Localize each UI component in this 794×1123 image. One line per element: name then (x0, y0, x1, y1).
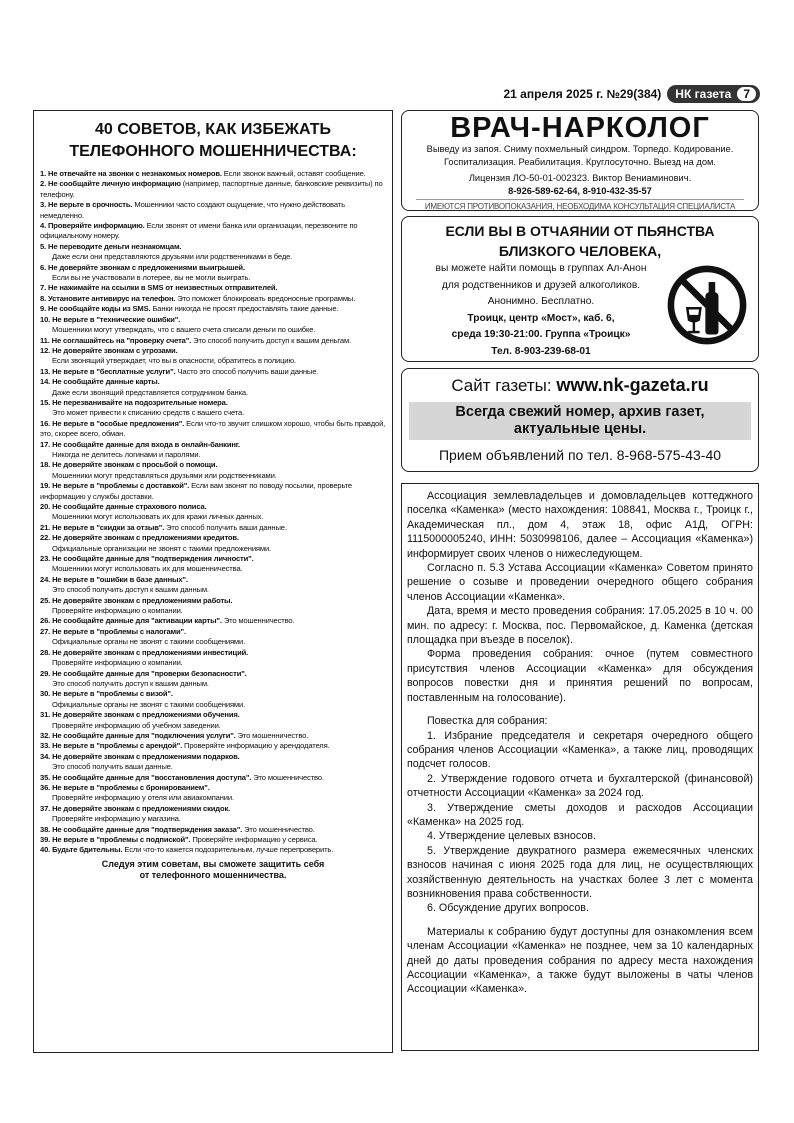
alanon-title-line1: ЕСЛИ ВЫ В ОТЧАЯНИИ ОТ ПЬЯНСТВА (445, 223, 715, 239)
tip-description: Это может привести к списанию средств с вашего счета. (52, 408, 245, 418)
tip-item (40, 741, 386, 751)
ad-phones: 8-926-589-62-64, 8-910-432-35-57 (508, 186, 652, 196)
tip-title: 26. Не сообщайте данные для "активации карты". (40, 616, 222, 626)
alanon-line3: Анонимно. Бесплатно. (487, 296, 595, 307)
ad-warning: ИМЕЮТСЯ ПРОТИВОПОКАЗАНИЯ, НЕОБХОДИМА КОНСУЛЬТАЦИЯ СПЕЦИАЛИСТА (416, 199, 744, 213)
tip-description: Это способ получить доступ к вашим данным. (52, 585, 209, 595)
tip-title: 1. Не отвечайте на звонки с незнакомых номеров. (40, 169, 222, 178)
newspaper-name: НК газета (675, 87, 732, 101)
tip-item (40, 554, 386, 575)
tip-title: 30. Не верьте в "проблемы с визой". (40, 689, 173, 699)
tip-title: 11. Не соглашайтесь на "проверку счета". (40, 335, 192, 345)
tip-description: Если что-то кажется подозрительным, лучше перепроверить. (124, 845, 334, 855)
tip-description: Официальные органы не звонят с такими сообщениями. (52, 637, 246, 647)
notice-closing: Материалы к собранию будут доступны для ознакомления всем членам Ассоциации «Каменка» не позднее, чем за 10 календарных дней до даты проведения собрания по адресу места нахождения Ассоциации «Каменка», а также будут выложены в чаты членов Ассоциации «Каменка». (407, 925, 753, 996)
tip-item (40, 669, 386, 690)
tip-item (40, 315, 386, 336)
tip-title: 14. Не сообщайте данные карты. (40, 377, 160, 387)
site-banner-line2: актуальные цены. (513, 421, 647, 437)
tip-item (40, 200, 386, 221)
tip-title: 7. Не нажимайте на ссылки в SMS от неизвестных отправителей. (40, 283, 278, 293)
ad-license: Лицензия ЛО-50-01-002323. Виктор Вениаминович. (468, 173, 692, 183)
tip-description: Проверяйте информацию о компании. (52, 606, 183, 616)
tip-description: Если вы не участвовали в лотерее, вы не могли выиграть. (52, 273, 251, 283)
article-title-line1: 40 СОВЕТОВ, КАК ИЗБЕЖАТЬ (94, 121, 332, 138)
tip-title: 18. Не доверяйте звонкам с просьбой о помощи. (40, 460, 218, 470)
tip-description: Если вам звонят по поводу посылки, проверьте информацию у службы доставки. (40, 481, 353, 501)
tip-title: 15. Не перезванивайте на подозрительные номера. (40, 397, 228, 407)
tip-title: 22. Не доверяйте звонкам с предложениями кредитов. (40, 533, 239, 543)
tip-title: 38. Не сообщайте данные для "подтверждения заказа". (40, 824, 243, 834)
tip-description: Проверяйте информацию у магазина. (52, 814, 181, 824)
tip-description: Банки никогда не просят предоставлять такие данные. (152, 304, 339, 314)
tip-title: 34. Не доверяйте звонкам с предложениями подарков. (40, 751, 240, 761)
tip-description: Проверяйте информацию об учебном заведении. (52, 720, 221, 730)
no-alcohol-icon (666, 264, 748, 346)
tip-item (40, 367, 386, 377)
tip-title: 2. Не сообщайте личную информацию (40, 179, 181, 189)
tip-title: 25. Не доверяйте звонкам с предложениями работы. (40, 595, 233, 605)
tip-item (40, 533, 386, 554)
tip-item (40, 835, 386, 845)
tip-description: Если что-то звучит слишком хорошо, чтобы быть правдой, это, скорее всего, обман. (40, 418, 386, 439)
tip-item (40, 648, 386, 669)
tip-description: Часто это способ получить ваши данные. (177, 366, 319, 376)
tip-description: Официальные органы не звонят с такими сообщениями. (52, 699, 246, 709)
site-url-link[interactable]: www.nk-gazeta.ru (556, 375, 709, 395)
alanon-body (410, 261, 672, 360)
tip-title: 5. Не переводите деньги незнакомцам. (40, 241, 182, 251)
tip-description: Мошенники могут утверждать, что с вашего счета списали деньги по ошибке. (52, 325, 316, 335)
agenda-item-4: 4. Утверждение целевых взносов. (427, 830, 596, 843)
tip-description: Даже если звонящий представляется сотрудником банка. (52, 387, 248, 397)
alanon-title-line2: БЛИЗКОГО ЧЕЛОВЕКА, (498, 243, 662, 259)
tip-item (40, 627, 386, 648)
tip-description: Это способ получить доступ к вашим данным. (52, 678, 209, 688)
article-footer-line1: Следуя этим советам, вы сможете защитить себя (101, 858, 325, 869)
tip-description: Это мошенничество. (244, 824, 315, 834)
tip-description: Никогда не делитесь логинами и паролями. (52, 449, 201, 459)
alanon-line1: вы можете найти помощь в группах Ал-Анон (435, 263, 647, 274)
tip-item (40, 481, 386, 502)
tip-item (40, 804, 386, 825)
ad-title: ВРАЧ-НАРКОЛОГ (450, 112, 710, 144)
notice-paragraph-4: Форма проведения собрания: очное (путем совместного присутствия членов Ассоциации «Каменка» для обсуждения вопросов повестки дня и принятия решений по вопросам, поставленным на голосование). (407, 648, 753, 704)
tip-title: 6. Не доверяйте звонкам с предложениями выигрышей. (40, 262, 245, 272)
tip-item (40, 440, 386, 461)
tip-item (40, 179, 386, 200)
article-footer (40, 859, 386, 881)
tip-title: 35. Не сообщайте данные для "восстановления доступа". (40, 772, 252, 782)
tip-item (40, 825, 386, 835)
tip-title: 28. Не доверяйте звонкам с предложениями инвестиций. (40, 647, 249, 657)
tip-title: 19. Не верьте в "проблемы с доставкой". (40, 481, 190, 491)
tip-title: 37. Не доверяйте звонкам с предложениями скидок. (40, 803, 231, 813)
tip-description: Это поможет блокировать вредоносные программы. (177, 293, 356, 303)
tip-title: 39. Не верьте в "проблемы с подпиской". (40, 835, 191, 844)
tip-title: 33. Не верьте в "проблемы с арендой". (40, 741, 183, 751)
tip-description: Проверяйте информацию у сервиса. (192, 835, 318, 844)
tip-title: 40. Будьте бдительны. (40, 845, 123, 855)
tip-item (40, 596, 386, 617)
article-footer-line2: от телефонного мошенничества. (139, 869, 287, 880)
tip-description: Это мошенничество. (237, 730, 309, 740)
page-header (488, 84, 760, 104)
alanon-phone: Тел. 8-903-239-68-01 (491, 345, 591, 357)
tip-description: Мошенники могут использовать их для мошенничества. (52, 564, 243, 574)
tip-item (40, 263, 386, 284)
tip-item (40, 398, 386, 419)
tip-description: Проверяйте информацию у отеля или авиакомпании. (52, 793, 234, 803)
agenda-item-3: 3. Утверждение сметы доходов и расходов Ассоциации «Каменка» на 2025 год. (407, 801, 753, 828)
tip-description: Мошенники часто создают ощущение, что нужно действовать немедленно. (40, 200, 345, 220)
tip-title: 13. Не верьте в "бесплатные услуги". (40, 366, 176, 376)
site-line (402, 374, 758, 397)
notice-paragraph-3: Дата, время и место проведения собрания: 17.05.2025 в 10 ч. 00 мин. по адресу: г. Москва, пос. Первомайское, д. Каменка (детская площадка при въезде в поселок). (407, 605, 753, 647)
tip-title: 4. Проверяйте информацию. (40, 221, 145, 231)
narcologist-ad (401, 110, 759, 211)
tip-title: 29. Не сообщайте данные для "проверки безопасности". (40, 668, 247, 678)
alanon-ad (401, 216, 759, 362)
article-title (40, 119, 386, 163)
ad-services-line1: Выведу из запоя. Сниму похмельный синдром. Торпедо. Кодирование. (426, 144, 734, 154)
notice-paragraph-2: Согласно п. 5.3 Устава Ассоциации «Каменка» Советом принято решение о созыве и проведении очередного общего собрания членов Ассоциации «Каменка». (407, 562, 753, 603)
tip-title: 16. Не верьте в "особые предложения". (40, 418, 185, 428)
page-number: 7 (737, 87, 756, 101)
tip-item (40, 523, 386, 533)
tip-description: Это мошенничество. (253, 772, 324, 782)
tip-item (40, 336, 386, 346)
site-label: Сайт газеты: (451, 376, 552, 395)
tip-description: Это способ получить ваши данные. (166, 522, 287, 532)
agenda-item-5: 5. Утверждение двукратного размера ежемесячных членских взносов начиная с июня 2025 года для лиц, не осуществляющих хозяйственную деятельность на участках более 3 лет с момента возникновения права собственности. (407, 844, 753, 900)
tip-item (40, 502, 386, 523)
fraud-tips-article (33, 110, 393, 1053)
tip-item (40, 731, 386, 741)
tip-item (40, 346, 386, 367)
tip-item (40, 616, 386, 626)
tip-description: Это способ получить ваши данные. (52, 762, 173, 772)
tip-description: Даже если они представляются друзьями или родственниками в беде. (52, 252, 293, 262)
tip-description: Если звонящий утверждает, что вы в опасности, обратитесь в полицию. (52, 356, 296, 366)
tip-item (40, 710, 386, 731)
tip-item (40, 783, 386, 804)
tip-item (40, 377, 386, 398)
tip-title: 31. Не доверяйте звонкам с предложениями обучения. (40, 710, 240, 720)
alanon-title (410, 221, 750, 261)
issue-date: 21 апреля 2025 г. №29(384) (503, 87, 662, 101)
tip-title: 8. Установите антивирус на телефон. (40, 293, 176, 303)
website-ad (401, 368, 759, 472)
agenda-title: Повестка для собрания: (427, 715, 548, 728)
tip-title: 9. Не сообщайте коды из SMS. (40, 304, 151, 314)
tip-title: 17. Не сообщайте данные для входа в онлайн-банкинг. (40, 439, 240, 449)
tip-title: 27. Не верьте в "проблемы с налогами". (40, 626, 186, 636)
ad-services-line2: Госпитализация. Реабилитация. Круглосуточно. Выезд на дом. (444, 157, 716, 167)
tip-title: 23. Не сообщайте данные для "подтверждения личности". (40, 554, 254, 564)
alanon-address: Троицк, центр «Мост», каб. 6, (467, 312, 615, 324)
tip-item (40, 294, 386, 304)
site-banner-line1: Всегда свежий номер, архив газет, (455, 404, 705, 420)
tip-title: 21. Не верьте в "скидки за отзыв". (40, 522, 165, 532)
tip-title: 12. Не доверяйте звонкам с угрозами. (40, 345, 178, 355)
tip-description: Проверяйте информацию у арендодателя. (184, 741, 330, 751)
agenda-item-6: 6. Обсуждение других вопросов. (427, 902, 589, 915)
tip-item (40, 221, 386, 242)
tip-item (40, 575, 386, 596)
tip-description: Мошенники могут представляться друзьями или родственниками. (52, 470, 277, 480)
tip-description: Если звонок важный, оставят сообщение. (223, 169, 366, 178)
alanon-line2: для родственников и друзей алкоголиков. (441, 279, 641, 291)
tip-item (40, 773, 386, 783)
agenda-item-1: 1. Избрание председателя и секретаря очередного общего собрания членов Ассоциации «Каменка», а также лиц, проводящих подсчет голосов. (407, 729, 753, 771)
newspaper-badge (667, 85, 760, 103)
tip-title: 24. Не верьте в "ошибки в базе данных". (40, 574, 188, 584)
tip-description: Официальные организации не звонят с такими предложениями. (52, 543, 272, 553)
ads-phone-line: Прием объявлений по тел. 8-968-575-43-40 (438, 447, 722, 463)
article-title-line2: ТЕЛЕФОННОГО МОШЕННИЧЕСТВА: (69, 143, 357, 160)
tip-description: Если звонят от имени банка или организации, перезвоните по официальному номеру. (40, 221, 358, 241)
association-notice (401, 483, 759, 1051)
tip-title: 36. Не верьте в "проблемы с бронированием". (40, 782, 210, 792)
tip-item (40, 169, 386, 179)
alanon-schedule: среда 19:30-21:00. Группа «Троицк» (451, 329, 631, 340)
tip-description: Мошенники могут использовать их для кражи личных данных. (52, 512, 264, 522)
tip-item (40, 419, 386, 440)
tip-description: (например, паспортные данные, банковские реквизиты) по телефону. (40, 179, 383, 199)
notice-paragraph-1: Ассоциация землевладельцев и домовладельцев коттеджного поселка «Каменка» (место нахождения: 108841, Москва г., Троицк г., Академическая пл., дом 4, этаж 18, офис А1Д, ОГРН: 1115000005240, ИНН: 5030998106, далее – Ассоциация «Каменка») информирует своих членов о нижеследующем. (407, 490, 753, 560)
agenda-item-2: 2. Утверждение годового отчета и бухгалтерской (финансовой) отчетности Ассоциации «Каменка» за 2024 год. (407, 772, 753, 800)
tip-title: 3. Не верьте в срочность. (40, 200, 133, 210)
tip-title: 32. Не сообщайте данные для "подключения услуги". (40, 730, 236, 740)
tip-title: 20. Не сообщайте данные страхового полиса. (40, 502, 207, 511)
tip-item (40, 845, 386, 855)
tip-description: Проверяйте информацию о компании. (52, 658, 183, 668)
tip-item (40, 283, 386, 293)
tip-title: 10. Не верьте в "технические ошибки". (40, 314, 181, 324)
tip-item (40, 689, 386, 710)
tip-item (40, 460, 386, 481)
tip-description: Это способ получить доступ к вашим деньгам. (193, 335, 351, 345)
site-banner (409, 402, 751, 440)
tip-item (40, 752, 386, 773)
tip-item (40, 304, 386, 314)
tip-description: Это мошенничество. (223, 616, 295, 626)
tips-list (40, 169, 386, 856)
tip-item (40, 242, 386, 263)
